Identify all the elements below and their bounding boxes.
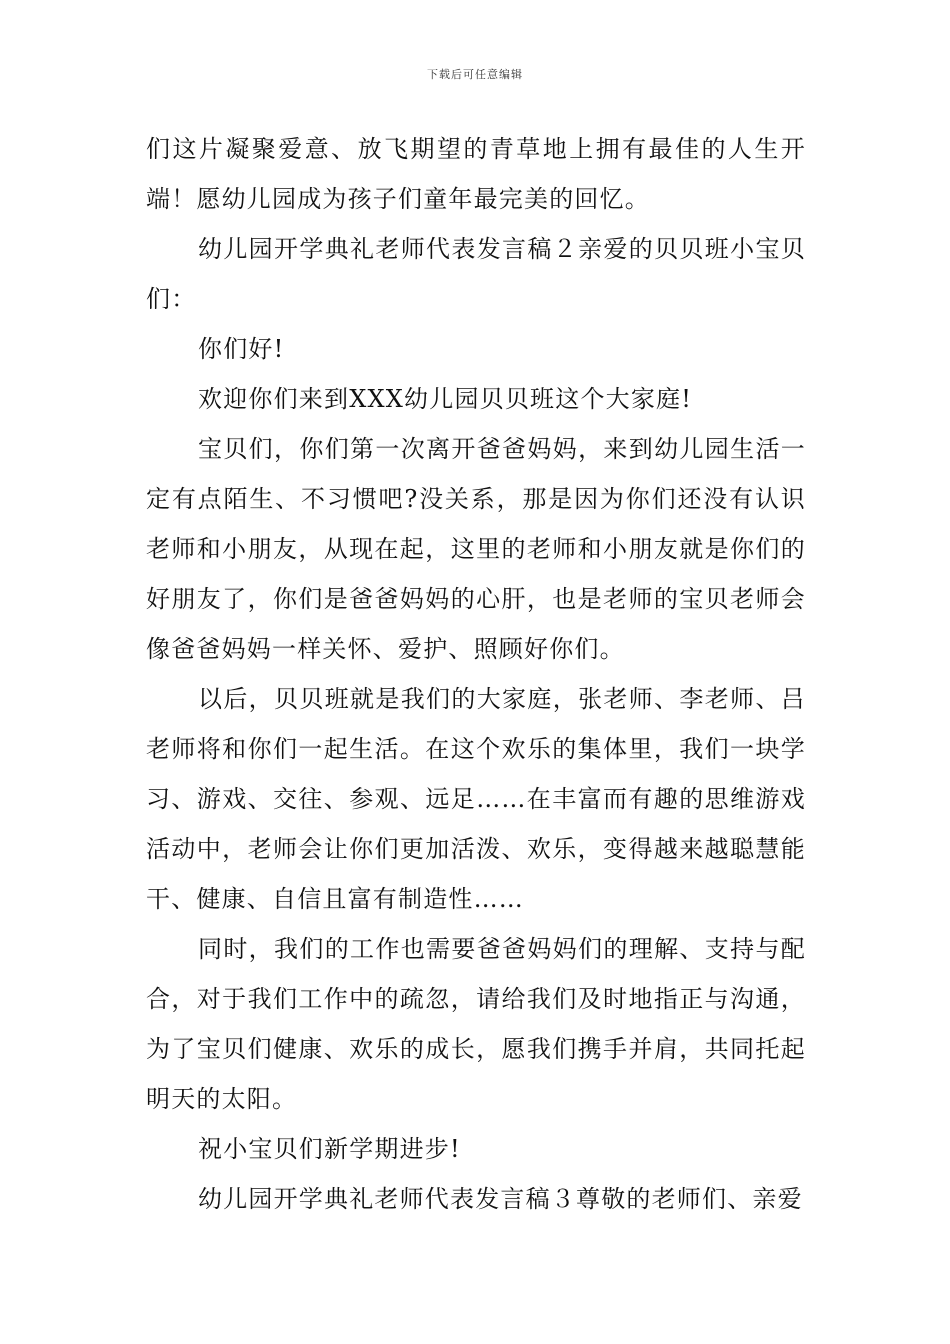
paragraph-1: 们这片凝聚爱意、放飞期望的青草地上拥有最佳的人生开端！愿幼儿园成为孩子们童年最完美的回忆。 xyxy=(146,135,806,213)
paragraph-2: 幼儿园开学典礼老师代表发言稿２亲爱的贝贝班小宝贝们： xyxy=(146,235,806,313)
paragraph-3: 你们好! xyxy=(198,335,285,363)
paragraph-5: 宝贝们，你们第一次离开爸爸妈妈，来到幼儿园生活一定有点陌生、不习惯吧?没关系，那是因为你们还没有认识老师和小朋友，从现在起，这里的老师和小朋友就是你们的好朋友了，你们是爸爸妈妈的心肝，也是老师的宝贝老师会像爸爸妈妈一样关怀、爱护、照顾好你们。 xyxy=(146,435,806,663)
paragraph-9: 幼儿园开学典礼老师代表发言稿３尊敬的老师们、亲爱 xyxy=(198,1185,803,1213)
page-header-note: 下载后可任意编辑 xyxy=(427,68,523,81)
paragraph-4: 欢迎你们来到XXX幼儿园贝贝班这个大家庭! xyxy=(198,385,693,413)
paragraph-6: 以后，贝贝班就是我们的大家庭，张老师、李老师、吕老师将和你们一起生活。在这个欢乐的集体里，我们一块学习、游戏、交往、参观、远足……在丰富而有趣的思维游戏活动中，老师会让你们更加活泼、欢乐，变得越来越聪慧能干、健康、自信且富有制造性…… xyxy=(146,685,806,913)
paragraph-8: 祝小宝贝们新学期进步! xyxy=(198,1135,461,1163)
paragraph-7: 同时，我们的工作也需要爸爸妈妈们的理解、支持与配合，对于我们工作中的疏忽，请给我们及时地指正与沟通，为了宝贝们健康、欢乐的成长，愿我们携手并肩，共同托起明天的太阳。 xyxy=(146,935,806,1113)
document-body xyxy=(146,124,806,1224)
